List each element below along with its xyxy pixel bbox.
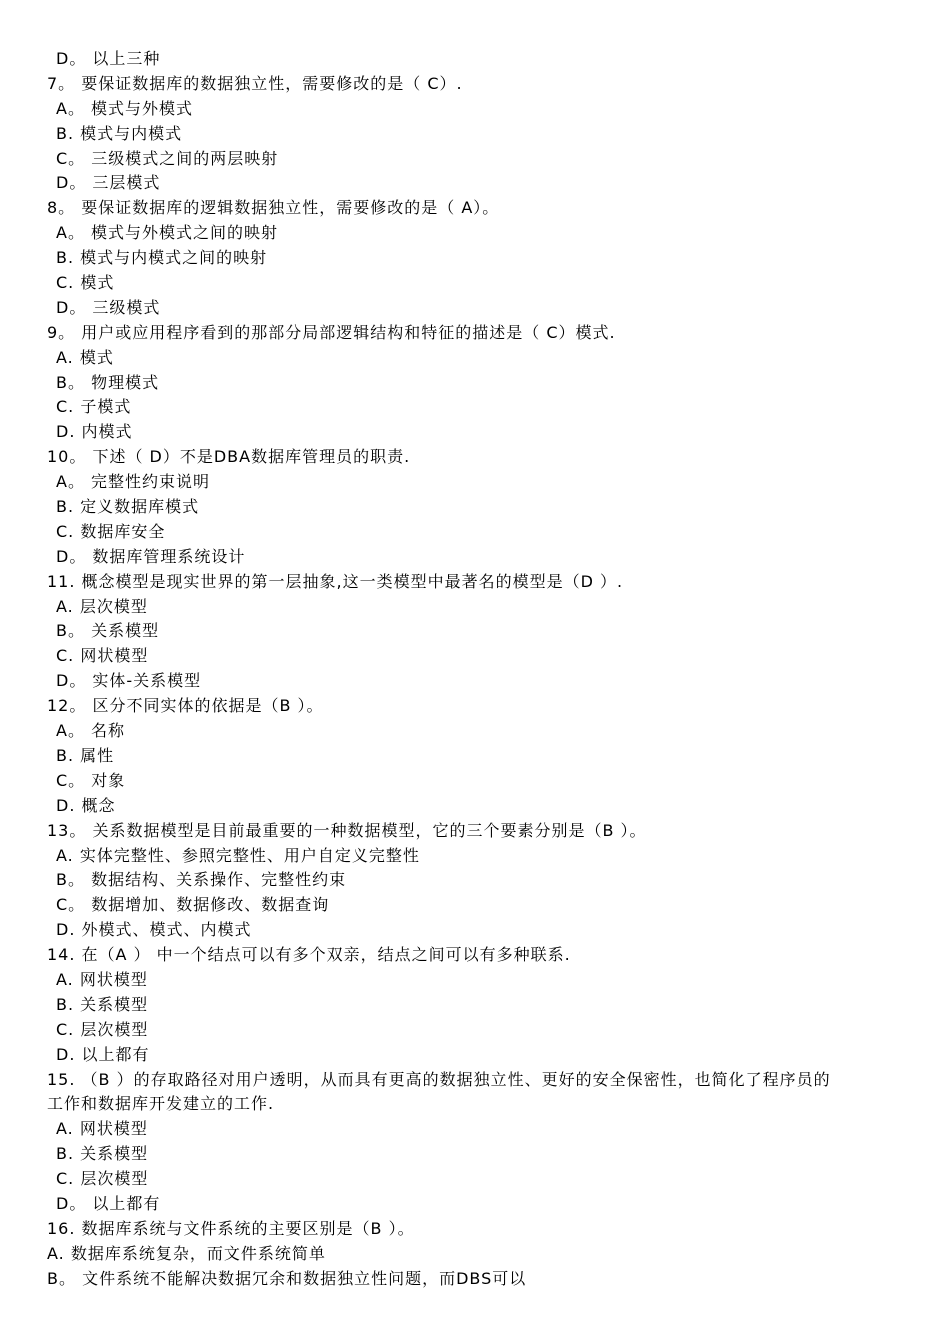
option-line: A。 模式与外模式 <box>56 98 194 118</box>
question-line: 7。 要保证数据库的数据独立性，需要修改的是（ C）. <box>47 73 463 93</box>
option-line: D. 以上都有 <box>56 1044 150 1064</box>
option-line: C. 模式 <box>56 273 115 293</box>
question-line: 9。 用户或应用程序看到的那部分局部逻辑结构和特征的描述是（ C）模式. <box>47 322 616 342</box>
option-line: B. 定义数据库模式 <box>56 497 200 517</box>
option-line: A. 网状模型 <box>56 1119 148 1139</box>
option-line: C。 三级模式之间的两层映射 <box>56 148 279 168</box>
option-line: B. 关系模型 <box>56 994 149 1014</box>
question-line: 14. 在（A ） 中一个结点可以有多个双亲，结点之间可以有多种联系. <box>47 945 571 965</box>
option-line: A。 名称 <box>56 721 126 741</box>
question-line: 16. 数据库系统与文件系统的主要区别是（B ）。 <box>47 1218 415 1238</box>
question-line: 工作和数据库开发建立的工作. <box>47 1094 275 1114</box>
option-line: A. 数据库系统复杂，而文件系统简单 <box>47 1243 326 1263</box>
option-line: A。 完整性约束说明 <box>56 472 211 492</box>
question-line: 10。 下述（ D）不是DBA数据库管理员的职责. <box>47 447 411 467</box>
document-page <box>0 47 950 1292</box>
question-line: 12。 区分不同实体的依据是（B ）。 <box>47 696 324 716</box>
option-line: C。 对象 <box>56 770 126 790</box>
question-line: 13。 关系数据模型是目前最重要的一种数据模型，它的三个要素分别是（B ）。 <box>47 820 647 840</box>
option-line: D。 以上三种 <box>56 49 161 68</box>
option-line: B. 关系模型 <box>56 1144 149 1164</box>
option-line: D. 内模式 <box>56 422 133 442</box>
option-line: D. 概念 <box>56 795 116 815</box>
option-line: C. 子模式 <box>56 397 132 417</box>
option-line: D。 实体-关系模型 <box>56 671 202 691</box>
option-line: B. 模式与内模式之间的映射 <box>56 248 268 268</box>
option-line: D。 以上都有 <box>56 1193 161 1213</box>
option-line: B. 模式与内模式 <box>56 123 183 143</box>
question-line: 15. （B ）的存取路径对用户透明，从而具有更高的数据独立性、更好的安全保密性，也简化了程序员的 <box>47 1069 831 1089</box>
option-line: D。 三层模式 <box>56 173 161 193</box>
option-line: D。 三级模式 <box>56 297 161 317</box>
option-line: B。 关系模型 <box>56 621 160 641</box>
option-line: C. 数据库安全 <box>56 521 166 541</box>
option-line: B。 物理模式 <box>56 372 160 392</box>
option-line: B。 文件系统不能解决数据冗余和数据独立性问题，而DBS可以 <box>47 1268 527 1288</box>
option-line: B。 数据结构、关系操作、完整性约束 <box>56 870 347 890</box>
option-line: D. 外模式、模式、内模式 <box>56 920 252 940</box>
option-line: A. 网状模型 <box>56 969 148 989</box>
option-line: A。 模式与外模式之间的映射 <box>56 223 279 243</box>
option-line: B. 属性 <box>56 745 115 765</box>
option-line: D。 数据库管理系统设计 <box>56 546 246 566</box>
option-line: C。 数据增加、数据修改、数据查询 <box>56 895 330 915</box>
option-line: A. 模式 <box>56 347 114 367</box>
option-line: C. 层次模型 <box>56 1019 149 1039</box>
option-line: A. 实体完整性、参照完整性、用户自定义完整性 <box>56 845 420 865</box>
option-line: C. 网状模型 <box>56 646 149 666</box>
question-line: 8。 要保证数据库的逻辑数据独立性，需要修改的是（ A）。 <box>47 198 500 218</box>
option-line: C. 层次模型 <box>56 1169 149 1189</box>
question-line: 11. 概念模型是现实世界的第一层抽象,这一类模型中最著名的模型是（D ）. <box>47 571 624 591</box>
option-line: A. 层次模型 <box>56 596 148 616</box>
